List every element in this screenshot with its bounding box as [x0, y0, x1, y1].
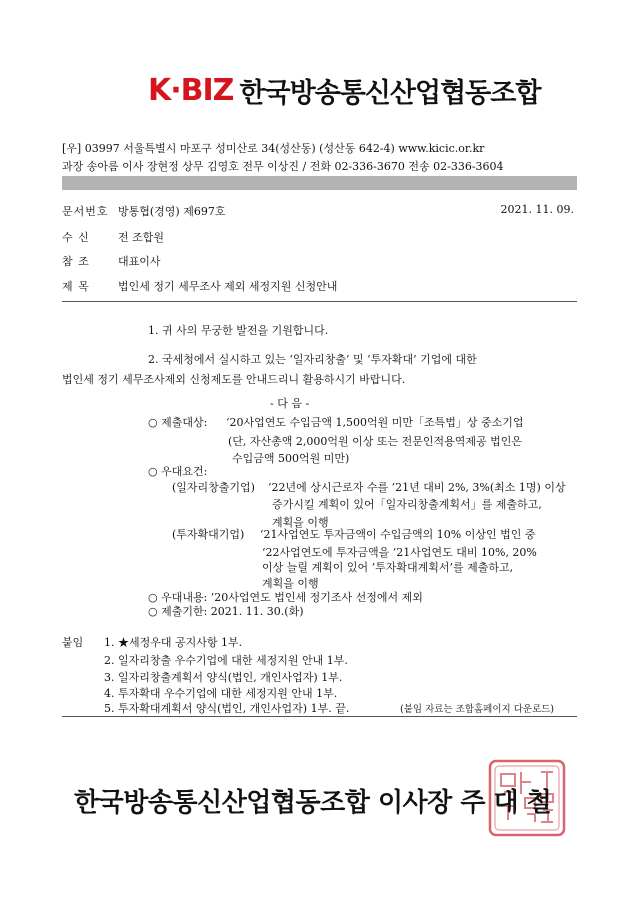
target-label: ○ 제출대상: — [148, 416, 208, 429]
subject: 법인세 정기 세무조사 제외 세정지원 신청안내 — [118, 280, 338, 293]
job-creation-line-3: 계획을 이행 — [272, 516, 329, 529]
issuer-signature: 한국방송통신산업협동조합 이사장 주 대 철 — [74, 788, 552, 818]
address-line: [우] 03997 서울특별시 마포구 성미산로 34(성산동) (성산동 642-4) www.kicic.or.kr — [62, 142, 485, 155]
target-line-2: (단, 자산총액 2,000억원 이상 또는 전문인적용역제공 법인은 — [228, 435, 523, 448]
doc-date: 2021. 11. 09. — [500, 203, 574, 216]
doc-no-label: 문서번호 — [62, 205, 109, 218]
section-heading: - 다 음 - — [270, 397, 310, 410]
subject-label: 제 목 — [62, 280, 90, 293]
job-creation-label: (일자리창출기업) — [172, 481, 255, 494]
investment-label: (투자확대기업) — [172, 528, 245, 541]
contact-line: 과장 송아름 이사 장현정 상무 김영호 전무 이상진 / 전화 02-336-3670 전송 02-336-3604 — [62, 160, 504, 173]
job-creation-line-1: ‘22년에 상시근로자 수를 ’21년 대비 2%, 3%(최소 1명) 이상 — [268, 481, 566, 494]
requirements-label: ○ 우대요건: — [148, 465, 208, 478]
target-line-1: ‘20사업연도 수입금액 1,500억원 미만「조특법」상 중소기업 — [226, 416, 524, 429]
attachment-note: (붙임 자료는 조합홈페이지 다운로드) — [400, 704, 555, 715]
reference-label: 참 조 — [62, 255, 90, 268]
benefit-line: ○ 우대내용: ’20사업연도 법인세 정기조사 선정에서 제외 — [148, 591, 423, 604]
job-creation-line-2: 증가시킬 계획이 있어「일자리창출계획서」를 제출하고, — [272, 498, 542, 511]
subject-rule — [62, 301, 577, 302]
letterhead — [148, 72, 540, 108]
recipient-label: 수 신 — [62, 231, 90, 244]
attachments-rule — [62, 716, 577, 717]
paragraph-2a: 2. 국세청에서 실시하고 있는 ‘일자리창출’ 및 ‘투자확대’ 기업에 대한 — [148, 353, 477, 366]
attachment-item: 5. 투자확대계획서 양식(법인, 개인사업자) 1부. 끝. — [104, 702, 350, 715]
investment-line-1: ‘21사업연도 투자금액이 수입금액의 10% 이상인 법인 중 — [260, 528, 536, 541]
reference: 대표이사 — [118, 255, 161, 268]
deadline-line: ○ 제출기한: 2021. 11. 30.(화) — [148, 605, 304, 618]
paragraph-1: 1. 귀 사의 무궁한 발전을 기원합니다. — [148, 324, 329, 337]
recipient: 전 조합원 — [118, 231, 165, 244]
investment-line-4: 계획을 이행 — [262, 577, 319, 590]
paragraph-2b: 법인세 정기 세무조사제외 신청제도를 안내드리니 활용하시기 바랍니다. — [62, 373, 406, 386]
investment-line-2: ‘22사업연도에 투자금액을 ’21사업연도 대비 10%, 20% — [262, 546, 537, 559]
kbiz-logo: K·BIZ — [148, 72, 234, 108]
attachment-item: 1. ★세정우대 공지사항 1부. — [104, 636, 243, 649]
divider-bar — [62, 176, 577, 190]
doc-no: 방통협(경영) 제697호 — [118, 205, 226, 218]
org-name: 한국방송통신산업협동조합 — [239, 77, 541, 109]
attachment-item: 2. 일자리창출 우수기업에 대한 세정지원 안내 1부. — [104, 654, 348, 667]
target-line-3: 수입금액 500억원 미만) — [232, 452, 350, 465]
attachment-item: 4. 투자확대 우수기업에 대한 세정지원 안내 1부. — [104, 687, 338, 700]
attachments-label: 붙임 — [62, 636, 84, 649]
attachment-item: 3. 일자리창출계획서 양식(법인, 개인사업자) 1부. — [104, 671, 343, 684]
investment-line-3: 이상 늘릴 계획이 있어 ‘투자확대계획서’를 제출하고, — [262, 561, 514, 574]
